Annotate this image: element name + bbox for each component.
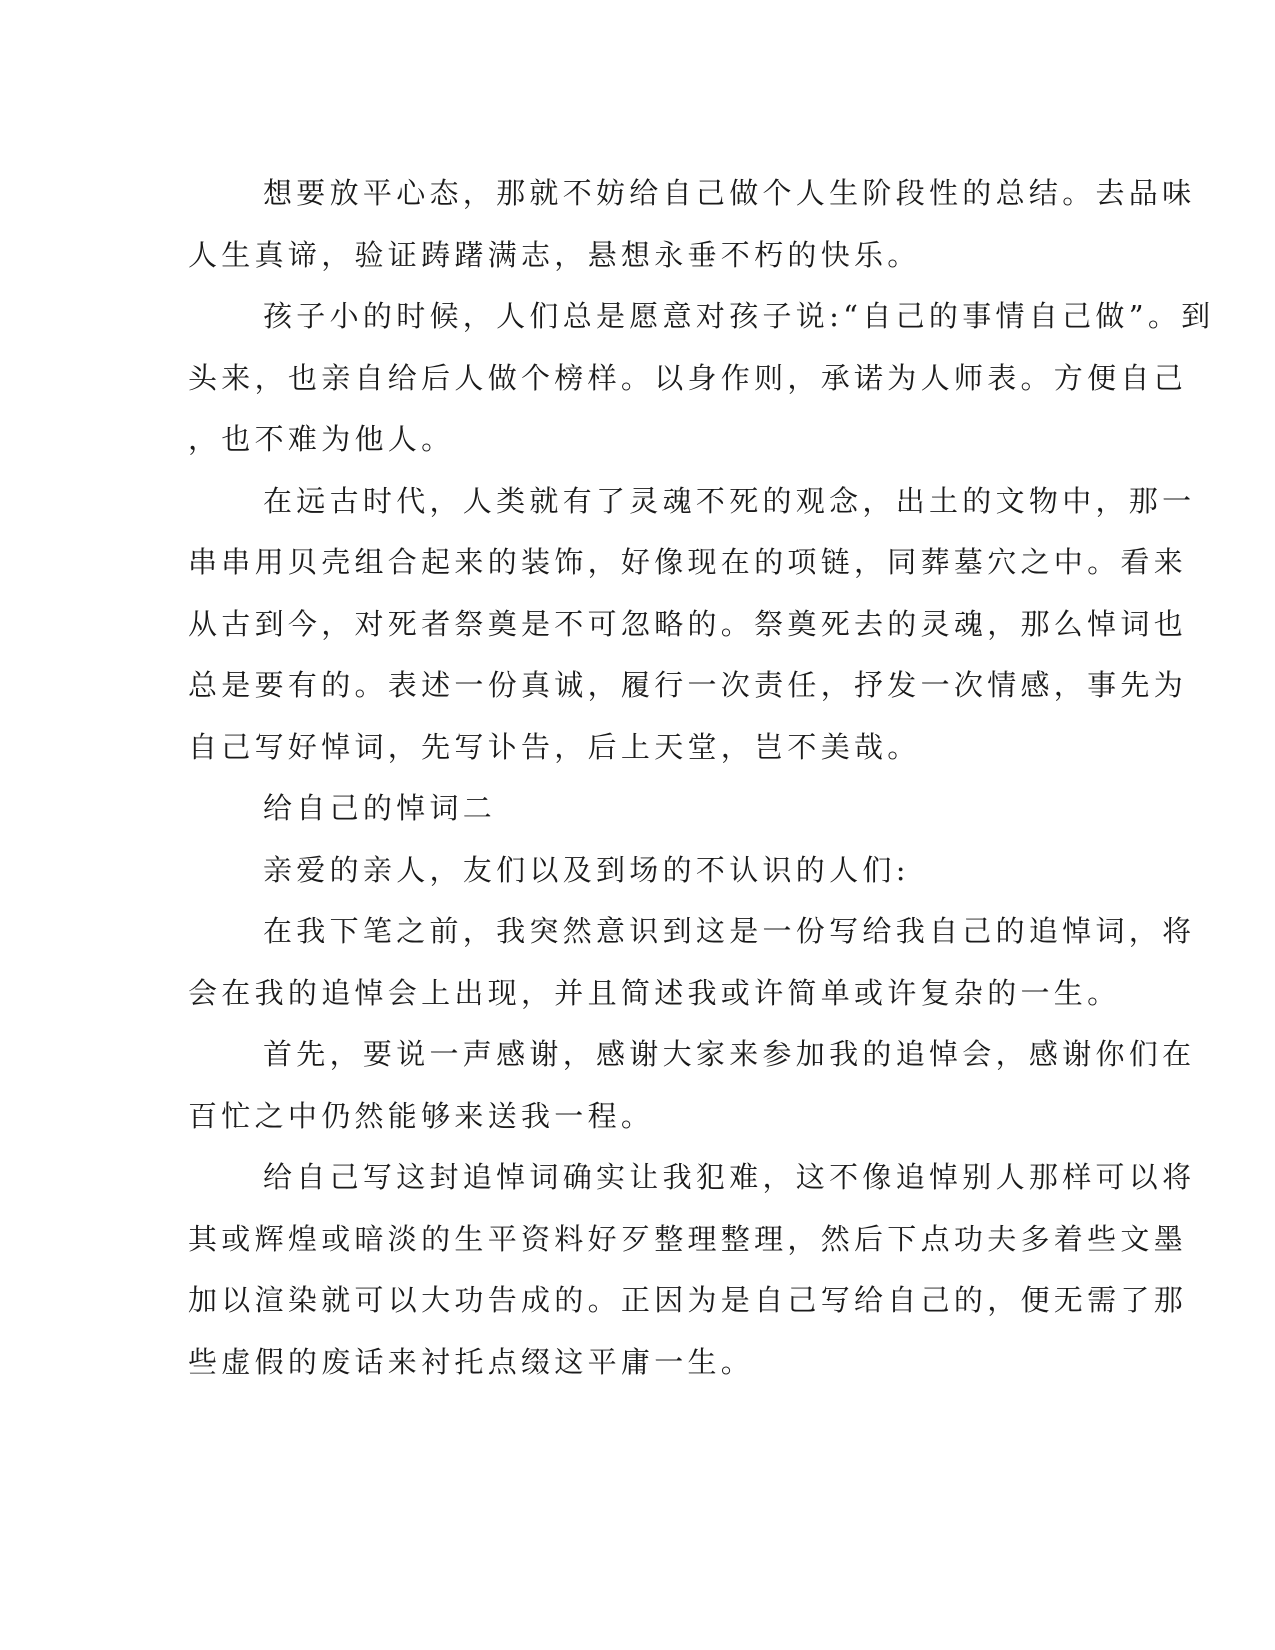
paragraph-line: 想要放平心态，那就不妨给自己做个人生阶段性的总结。去品味 bbox=[263, 176, 1196, 210]
paragraph-line: 在远古时代，人类就有了灵魂不死的观念，出土的文物中，那一 bbox=[263, 483, 1196, 518]
paragraph-line: 串串用贝壳组合起来的装饰，好像现在的项链，同葬墓穴之中。看来 bbox=[188, 545, 1188, 579]
paragraph-line: 从古到今，对死者祭奠是不可忽略的。祭奠死去的灵魂，那么悼词也 bbox=[188, 606, 1188, 641]
section-heading: 给自己的悼词二 bbox=[263, 791, 497, 825]
paragraph-line: 头来，也亲自给后人做个榜样。以身作则，承诺为人师表。方便自己 bbox=[188, 360, 1188, 395]
paragraph-line: 其或辉煌或暗淡的生平资料好歹整理整理，然后下点功夫多着些文墨 bbox=[188, 1221, 1188, 1256]
paragraph-line: 首先，要说一声感谢，感谢大家来参加我的追悼会，感谢你们在 bbox=[263, 1037, 1196, 1071]
paragraph-line: 些虚假的废话来衬托点缀这平庸一生。 bbox=[188, 1344, 755, 1379]
paragraph-line: 加以渲染就可以大功告成的。正因为是自己写给自己的，便无需了那 bbox=[188, 1283, 1188, 1317]
paragraph-line: 会在我的追悼会上出现，并且简述我或许简单或许复杂的一生。 bbox=[188, 975, 1121, 1010]
salutation-line: 亲爱的亲人，友们以及到场的不认识的人们: bbox=[263, 852, 910, 887]
paragraph-line: 总是要有的。表述一份真诚，履行一次责任，抒发一次情感，事先为 bbox=[188, 668, 1188, 702]
paragraph-line: ，也不难为他人。 bbox=[188, 422, 455, 456]
paragraph-line: 百忙之中仍然能够来送我一程。 bbox=[188, 1098, 655, 1133]
document-body bbox=[188, 163, 1215, 1393]
paragraph-line: 在我下笔之前，我突然意识到这是一份写给我自己的追悼词，将 bbox=[263, 914, 1196, 948]
paragraph-line: 人生真谛，验证踌躇满志，悬想永垂不朽的快乐。 bbox=[188, 237, 921, 272]
paragraph-line: 孩子小的时候，人们总是愿意对孩子说:“自己的事情自己做”。到 bbox=[263, 299, 1215, 333]
paragraph-line: 自己写好悼词，先写讣告，后上天堂，岂不美哉。 bbox=[188, 729, 921, 764]
paragraph-line: 给自己写这封追悼词确实让我犯难，这不像追悼别人那样可以将 bbox=[263, 1160, 1196, 1194]
